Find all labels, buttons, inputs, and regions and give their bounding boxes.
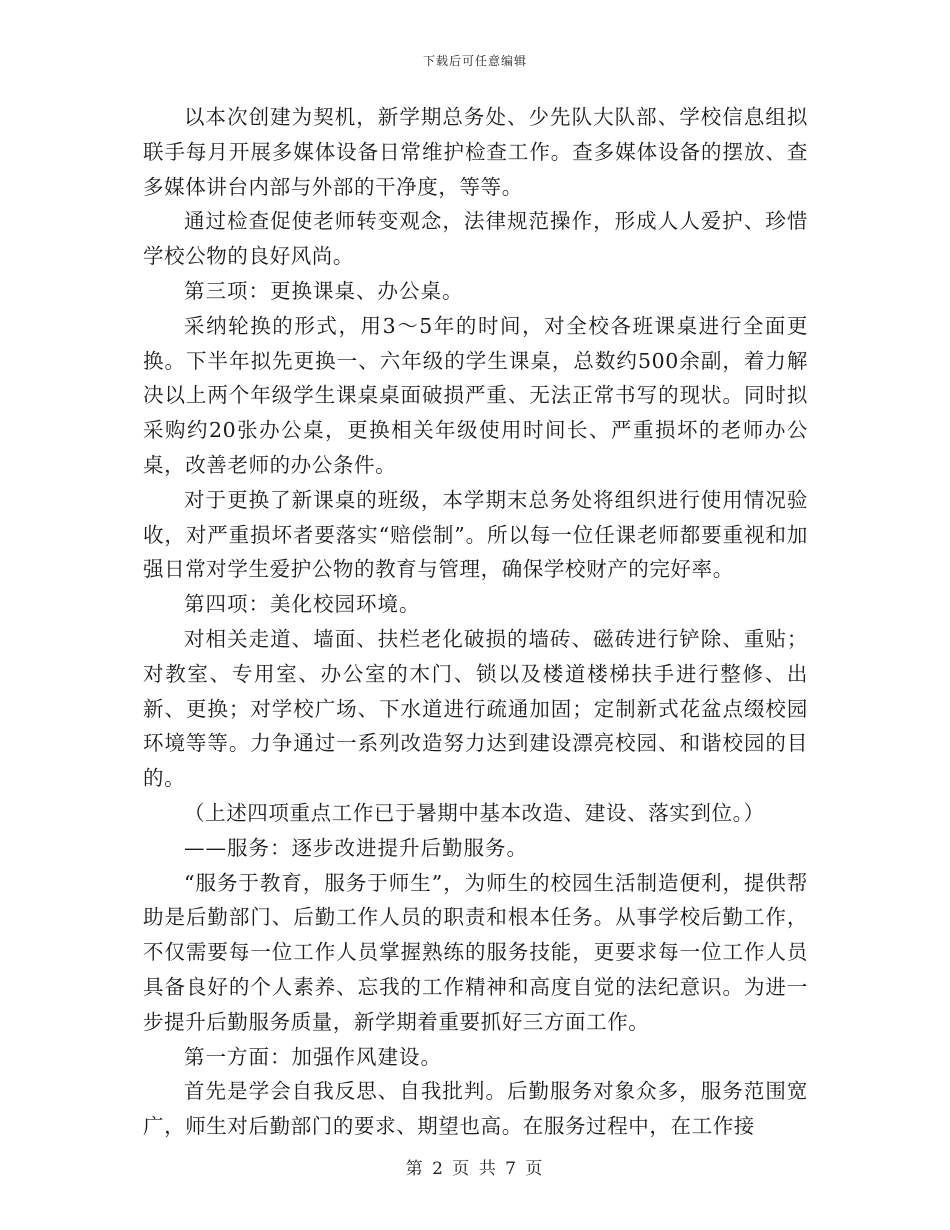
page-header: 下载后可任意编辑 bbox=[422, 54, 527, 68]
section-heading-service: ——服务：逐步改进提升后勤服务。 bbox=[184, 835, 528, 860]
paragraph-campus-beautify: 对相关走道、墙面、扶栏老化破损的墙砖、磁砖进行铲除、重贴；对教室、专用室、办公室的木门、锁以及楼道楼梯扶手进行整修、出新、更换；对学校广场、下水道进行疏通加固；定制新式花盆点缀校园环境等等。力争通过一系列改造努力达到建设漂亮校园、和谐校园的目的。 bbox=[143, 626, 808, 791]
section-heading-item-four: 第四项：美化校园环境。 bbox=[184, 592, 421, 617]
paragraph-desk-replacement: 采纳轮换的形式，用3～5年的时间，对全校各班课桌进行全面更换。下半年拟先更换一、六年级的学生课桌，总数约500余副，着力解决以上两个年级学生课桌桌面破损严重、无法正常书写的现状。同时拟采购约20张办公桌，更换相关年级使用时间长、严重损坏的老师办公桌，改善老师的办公条件。 bbox=[143, 313, 808, 477]
paragraph-inspection-goal: 通过检查促使老师转变观念，法律规范操作，形成人人爱护、珍惜学校公物的良好风尚。 bbox=[143, 209, 808, 269]
paragraph-service-mission: “服务于教育，服务于师生”，为师生的校园生活制造便利，提供帮助是后勤部门、后勤工作人员的职责和根本任务。从事学校后勤工作，不仅需要每一位工作人员掌握熟练的服务技能，更要求每一位工作人员具备良好的个人素养、忘我的工作精神和高度自觉的法纪意识。为进一步提升后勤服务质量，新学期着重要抓好三方面工作。 bbox=[143, 870, 808, 1034]
section-heading-item-three: 第三项：更换课桌、办公桌。 bbox=[184, 278, 464, 303]
section-heading-aspect-one: 第一方面：加强作风建设。 bbox=[184, 1044, 442, 1069]
paragraph-desk-acceptance: 对于更换了新课桌的班级，本学期末总务处将组织进行使用情况验收，对严重损坏者要落实“赔偿制”。所以每一位任课老师都要重视和加强日常对学生爱护公物的教育与管理，确保学校财产的完好率。 bbox=[143, 487, 808, 582]
page-footer: 第 2 页 共 7 页 bbox=[405, 1159, 545, 1179]
paragraph-maintenance-check: 以本次创建为契机，新学期总务处、少先队大队部、学校信息组拟联手每月开展多媒体设备日常维护检查工作。查多媒体设备的摆放、查多媒体讲台内部与外部的干净度，等等。 bbox=[143, 105, 808, 199]
paragraph-self-reflection: 首先是学会自我反思、自我批判。后勤服务对象众多，服务范围宽广，师生对后勤部门的要求、期望也高。在服务过程中，在工作接 bbox=[143, 1079, 808, 1139]
paragraph-summer-note: （上述四项重点工作已于暑期中基本改造、建设、落实到位。） bbox=[184, 800, 765, 825]
document-body bbox=[143, 100, 808, 1144]
